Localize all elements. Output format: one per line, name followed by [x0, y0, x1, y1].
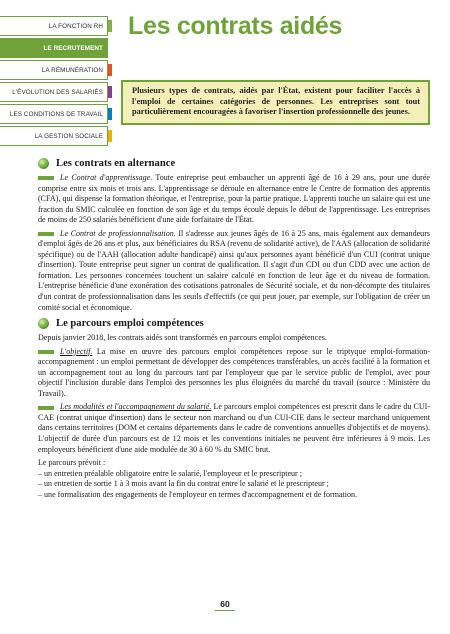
section-heading-parcours — [38, 317, 430, 330]
green-dash-icon — [38, 176, 54, 180]
sidebar-item-conditions-travail[interactable]: LES CONDITIONS DE TRAVAIL — [0, 104, 108, 124]
sidebar-item-gestion-sociale[interactable]: LA GESTION SOCIALE — [0, 126, 108, 146]
section-heading-alternance — [38, 157, 430, 170]
paragraph-lead: Le Contrat d'apprentissage. — [60, 173, 153, 182]
green-dot-icon — [38, 158, 49, 169]
green-dash-icon — [38, 406, 54, 410]
list-item: – un entretien préalable obligatoire entre le salarié, l'employeur et le prescripteur ; — [38, 468, 302, 478]
page-number-rule — [215, 610, 235, 611]
green-dot-icon — [38, 318, 49, 329]
section-heading-text: Le parcours emploi compétences — [56, 318, 204, 330]
paragraph-lead: L'objectif. — [60, 346, 93, 356]
list-item: – une formalisation des engagements de l'employeur en termes d'accompagnement et de formation. — [38, 489, 358, 499]
green-dash-icon — [38, 350, 54, 354]
parcours-list — [38, 469, 430, 501]
chapter-sidebar — [0, 16, 108, 148]
sidebar-item-evolution-salaries[interactable]: L'ÉVOLUTION DES SALARIÉS — [0, 82, 108, 102]
list-item: – un entretien de sortie 1 à 3 mois avant la fin du contrat entre le salarié et le prescripteur ; — [38, 479, 329, 489]
sidebar-item-recrutement[interactable]: LE RECRUTEMENT — [0, 38, 108, 58]
paragraph-objectif — [38, 347, 430, 400]
list-intro: Le parcours prévoit : — [38, 458, 106, 468]
paragraph-text: La mise en œuvre des parcours emploi compétences repose sur le triptyque emploi-formation-accompagnement : un emploi permettant de développer des compétences transférables, un accès facilité à la formation et un accompagnement tout au long du parcours tant par l'employeur que par le service public de l'emploi, avec pour objectif l'inclusion durable dans l'emploi des personnes les plus éloignées du marché du travail (source : Ministère du Travail). — [38, 346, 430, 398]
paragraph-text: Le parcours emploi compétences est prescrit dans le cadre du CUI-CAE (contrat unique d'insertion) dans le secteur non marchand ou d'un CUI-CIE dans le secteur marchand uniquement dans certains territoires (DOM et certains départements dans le cadre de conventions annuelles d'objectifs et de moyens). L'objectif de durée d'un parcours est de 12 mois et les conventions initiales ne peuvent être inférieures à 9 mois. Les employeurs bénéficient d'une aide modulée de 30 à 60 % du SMIC brut. — [38, 402, 430, 454]
section-heading-text: Les contrats en alternance — [56, 158, 176, 169]
paragraph-text: Il s'adresse aux jeunes âgés de 16 à 25 ans, mais également aux demandeurs d'emploi âgés de 26 ans et plus, aux bénéficiaires du RSA (revenu de solidarité active), de l'AAS (allocation de solidarité spécifique) ou de l'AAH (allocation adulte handicapé) ainsi qu'aux personnes ayant bénéficié d'un CUI (contrat unique d'insertion). Toute entreprise peut signer un contrat de qualification. Il s'agit d'un CDI ou d'un CDD avec une action de formation. Les personnes concernées touchent un salaire calculé en fonction de leur âge et du niveau de formation. L'entreprise bénéficie d'une exonération des cotisations patronales de Sécurité sociale, et du non-décompte des titulaires d'un contrat de professionnalisation dans les seuils d'effectifs (ce qui peut jouer, par exemple, sur l'obligation de créer un comité social et économique. — [38, 228, 431, 312]
sidebar-item-fonction-rh[interactable]: LA FONCTION RH — [0, 16, 108, 36]
green-dash-icon — [38, 232, 54, 236]
sidebar-item-remuneration[interactable]: LA RÉMUNÉRATION — [0, 60, 108, 80]
paragraph-professionnalisation — [38, 229, 430, 313]
paragraph-depuis: Depuis janvier 2018, les contrats aidés sont transformés en parcours emploi compétences. — [38, 333, 327, 343]
paragraph-modalites — [38, 402, 430, 455]
paragraph-apprentissage — [38, 173, 430, 226]
intro-box: Plusieurs types de contrats, aidés par l'État, existent pour faciliter l'accès à l'emploi de certaines catégories de personnes. Les entreprises sont tout particulièrement encouragées à favoriser l'insertion professionnelle des jeunes. — [121, 80, 430, 125]
paragraph-lead: Le Contrat de professionnalisation. — [60, 228, 176, 238]
paragraph-text: Toute entreprise peut embaucher un apprenti âgé de 16 à 29 ans, pour une durée comprise entre six mois et trois ans. L'apprentissage se déroule en alternance entre le Centre de formation des apprentis (CFA), qui dispense la formation théorique, et l'entreprise, pour la partie pratique. L'apprenti touche un salaire qui est une fraction du SMIC calculée en fonction de son âge et du temps écoulé depuis le début de l'apprentissage. Les entreprises de moins de 250 salariés bénéficient d'une aide forfaitaire de l'État. — [38, 173, 430, 225]
page-number: 60 — [220, 599, 230, 609]
page-title: Les contrats aidés — [128, 12, 343, 40]
main-content — [38, 157, 430, 500]
paragraph-lead: Les modalités et l'accompagnement du salarié. — [60, 402, 212, 412]
